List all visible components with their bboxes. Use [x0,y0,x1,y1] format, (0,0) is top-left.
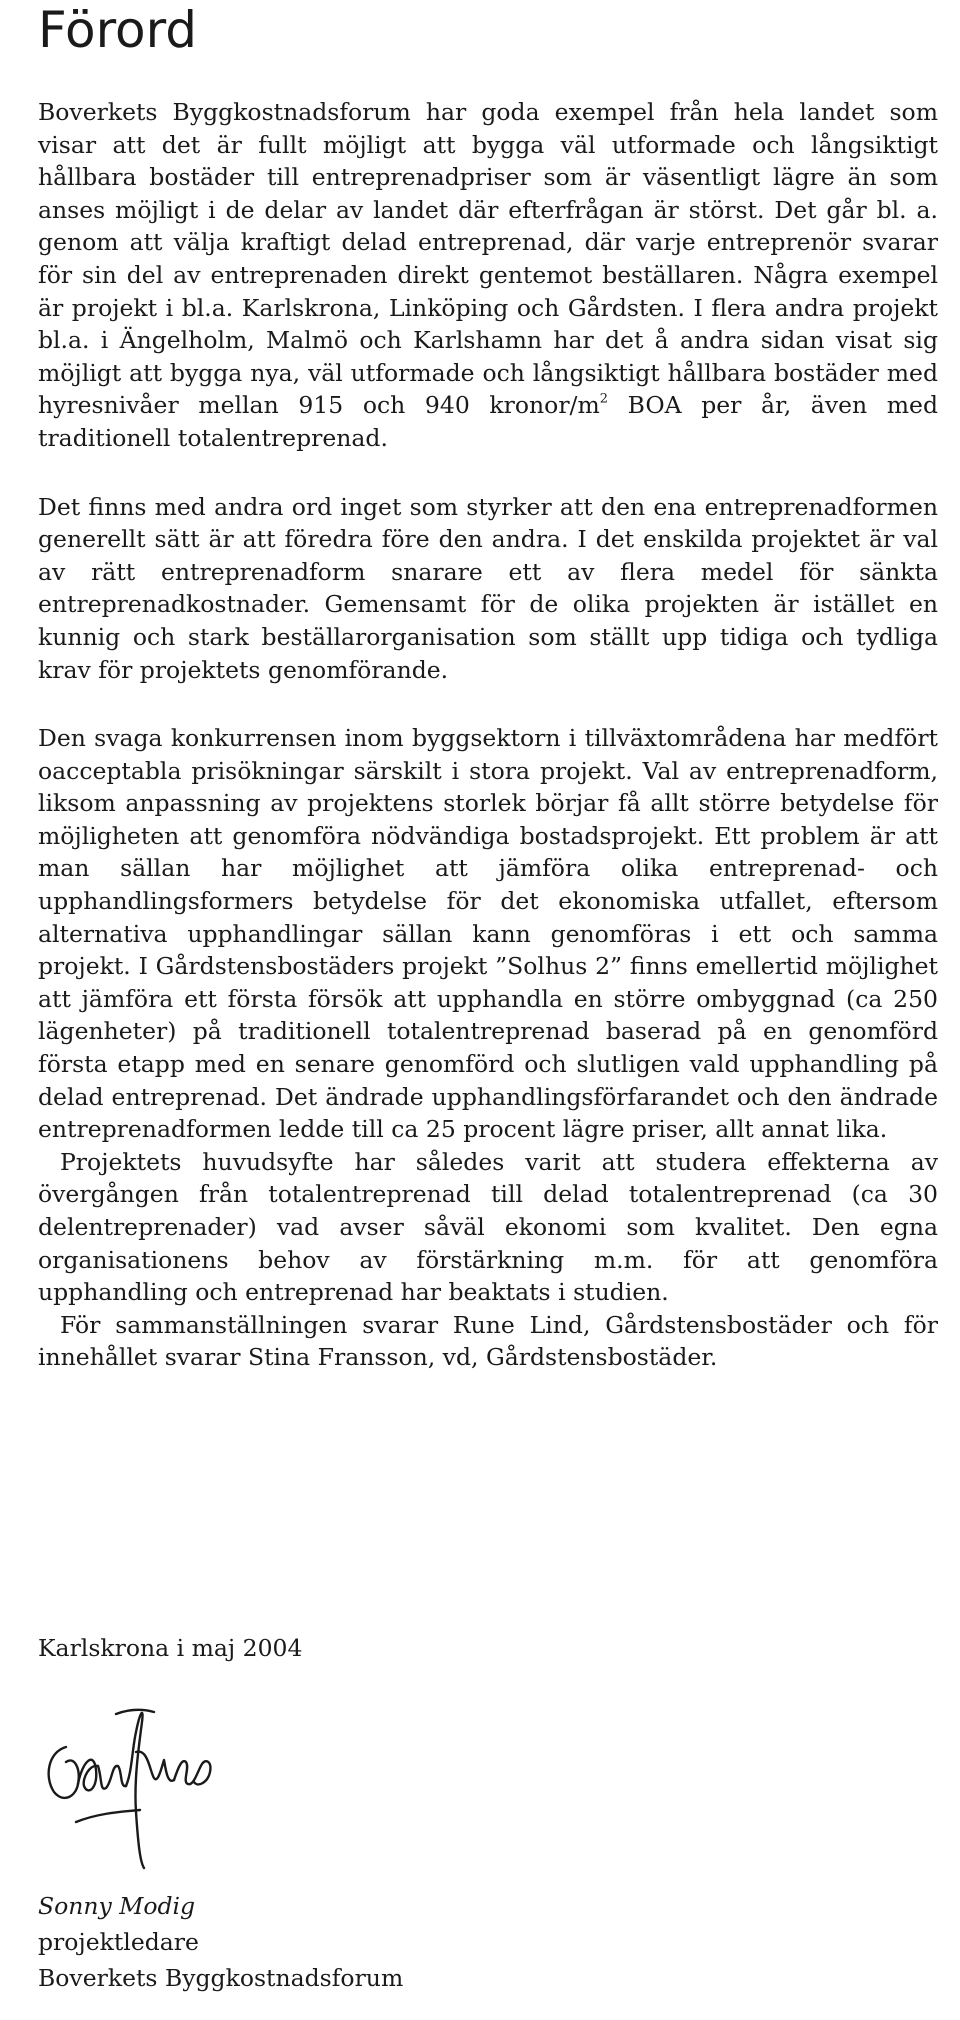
paragraph-1-text: Boverkets Byggkostnadsforum har goda exempel från hela landet som visar att det är fullt möjligt att bygga väl utformade och långsiktigt hållbara bostäder till entreprenadpriser som är väsentligt lägre än som anses möjligt i de delar av landet där efterfrågan är störst. Det går bl. a. genom att välja kraftigt delad entreprenad, där varje entreprenör svarar för sin del av entreprenaden direkt gentemot beställaren. Några exempel är projekt i bl.a. Karlskrona, Linköping och Gårdsten. I flera andra projekt bl.a. i Ängelholm, Malmö och Karlshamn har det å andra sidan visat sig möjligt att bygga nya, väl utformade och långsiktigt hållbara bostäder med hyresnivåer mellan 915 och 940 kronor/m [38,98,938,420]
signatory-role: projektledare [38,1928,199,1956]
paragraph-3: Den svaga konkurrensen inom byggsektorn i tillväxtområdena har medfört oacceptabla prisökningar särskilt i stora projekt. Val av entreprenadform, liksom anpassning av projektens storlek börjar få allt större betydelse för möjligheten att genomföra nödvändiga bostadsprojekt. Ett problem är att man sällan har möjlighet att jämföra olika entreprenad- och upphandlingsformers betydelse för det ekonomiska utfallet, eftersom alternativa upphandlingar sällan kann genomföras i ett och samma projekt. I Gårdstensbostäders projekt ”Solhus 2” finns emellertid möjlighet att jämföra ett första försök att upphandla en större ombyggnad (ca 250 lägenheter) på traditionell totalentreprenad baserad på en genomförd första etapp med en senare genomförd och slutligen vald upphandling på delad entreprenad. Det ändrade upphandlingsförfarandet och den ändrade entreprenadformen ledde till ca 25 procent lägre priser, allt annat lika. [38,724,938,1144]
page-title: Förord [38,1,198,59]
signatory-name: Sonny Modig [38,1892,196,1920]
body-text [38,96,938,1374]
paragraph-1-text-end: BOA per år, även med traditionell totalentreprenad. [38,391,939,452]
paragraph-4: Projektets huvudsyfte har således varit att studera effekterna av övergången från totalentreprenad till delad totalentreprenad (ca 30 delentreprenader) vad avser såväl ekonomi som kvalitet. Den egna organisationens behov av förstärkning m.m. för att genomföra upphandling och entreprenad har beaktats i studien. [38,1147,938,1307]
superscript-2: 2 [599,392,608,408]
closing-place-date: Karlskrona i maj 2004 [38,1634,303,1662]
paragraph-2: Det finns med andra ord inget som styrker att den ena entreprenadformen generellt sätt är att föredra före den andra. I det enskilda projektet är val av rätt entreprenadform snarare ett av flera medel för sänkta entreprenadkostnader. Gemensamt för de olika projekten är istället en kunnig och stark beställarorganisation som ställt upp tidiga och tydliga krav för projektets genomförande. [38,492,938,684]
paragraph-5: För sammanställningen svarar Rune Lind, Gårdstensbostäder och för innehållet svarar Stina Fransson, vd, Gårdstensbostäder. [38,1310,938,1372]
handwritten-signature [36,1692,236,1882]
signature-block [38,1888,403,1996]
signatory-organization: Boverkets Byggkostnadsforum [38,1964,404,1992]
paragraph-1 [38,96,938,455]
